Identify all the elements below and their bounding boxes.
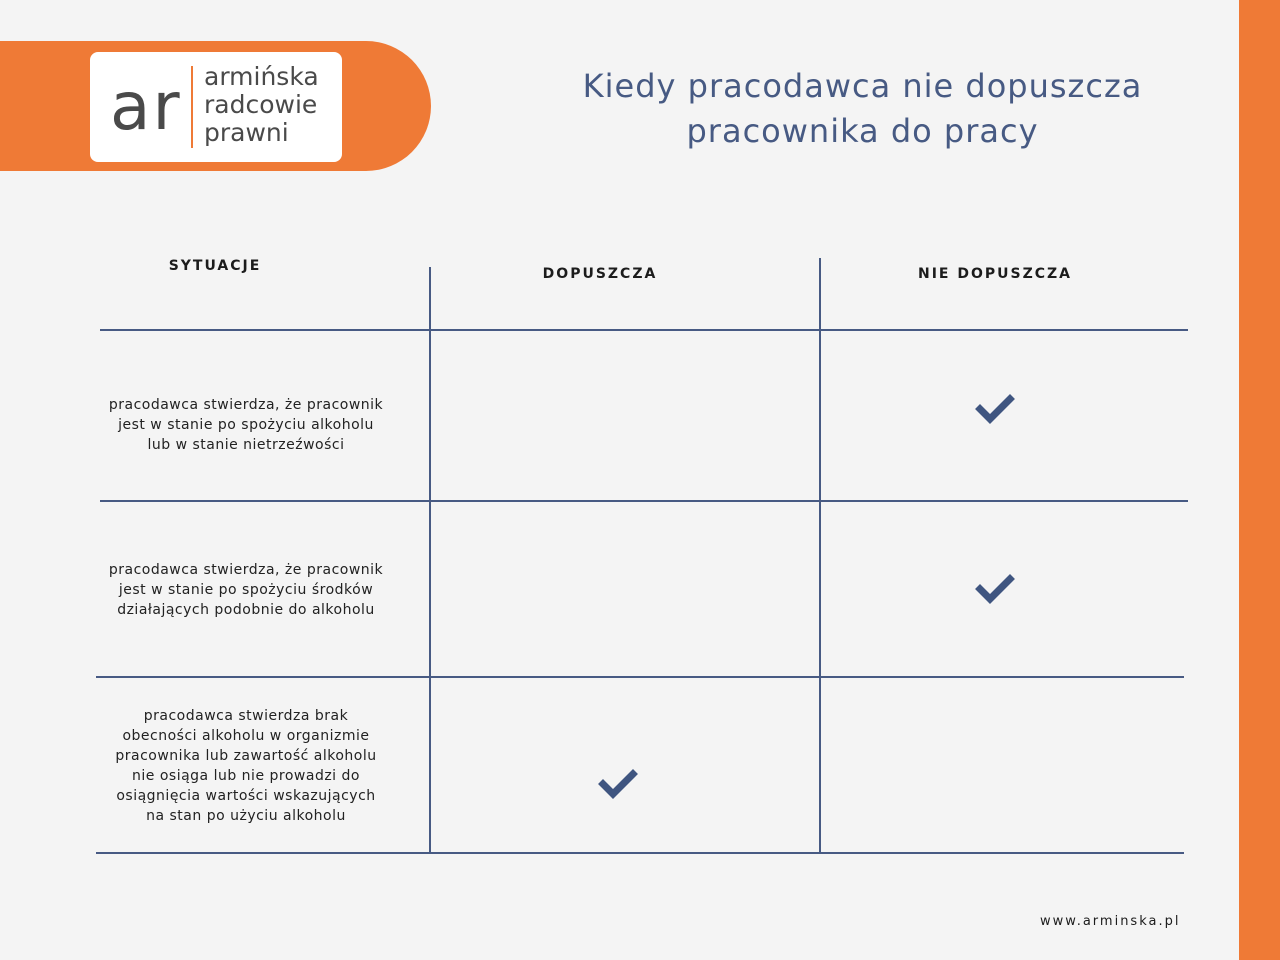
check-icon: [975, 573, 1015, 605]
header-sytuacje: SYTUACJE: [168, 258, 262, 274]
row-divider-2: [96, 676, 1184, 678]
header-divider: [100, 329, 1188, 331]
situation-row-3-line-5: osiągnięcia wartości wskazujących: [116, 788, 376, 804]
table-bottom-line: [96, 852, 1184, 854]
logo-text: [204, 63, 319, 147]
page-title-line-2: pracownika do pracy: [686, 112, 1039, 150]
situation-row-1-line-1: pracodawca stwierdza, że pracownik: [108, 397, 384, 413]
situation-row-2-line-2: jest w stanie po spożyciu środków: [118, 582, 374, 598]
header-nie-dopuszcza: NIE DOPUSZCZA: [917, 266, 1072, 282]
logo-mark: ar: [110, 68, 182, 145]
header-dopuszcza: DOPUSZCZA: [542, 266, 658, 282]
logo-divider: [191, 66, 193, 148]
check-icon: [598, 768, 638, 800]
logo-line-1: armińska: [204, 62, 319, 91]
column-divider-1: [429, 267, 431, 854]
situation-row-3-line-6: na stan po użyciu alkoholu: [146, 808, 346, 824]
situation-row-2: [100, 560, 392, 620]
logo-line-2: radcowie: [204, 90, 318, 119]
situation-row-3-line-1: pracodawca stwierdza brak: [143, 708, 349, 724]
situation-row-1-line-2: jest w stanie po spożyciu alkoholu: [118, 417, 374, 433]
page-title-line-1: Kiedy pracodawca nie dopuszcza: [582, 67, 1143, 105]
column-divider-2: [819, 258, 821, 854]
situation-row-3-line-3: pracownika lub zawartość alkoholu: [115, 748, 377, 764]
row-divider-1: [100, 500, 1188, 502]
situation-row-3-line-4: nie osiąga lub nie prowadzi do: [132, 768, 360, 784]
situation-row-3-line-2: obecności alkoholu w organizmie: [122, 728, 370, 744]
situation-row-1-line-3: lub w stanie nietrzeźwości: [147, 437, 345, 453]
check-icon: [975, 393, 1015, 425]
situation-row-2-line-1: pracodawca stwierdza, że pracownik: [108, 562, 384, 578]
footer-url: www.arminska.pl: [1040, 914, 1181, 929]
side-accent-bar: [1239, 0, 1280, 960]
logo-line-3: prawni: [204, 118, 289, 147]
situation-row-3: [100, 706, 392, 826]
page-title: [555, 64, 1170, 154]
logo: [90, 52, 342, 162]
situation-row-1: [100, 395, 392, 455]
situation-row-2-line-3: działających podobnie do alkoholu: [117, 602, 375, 618]
